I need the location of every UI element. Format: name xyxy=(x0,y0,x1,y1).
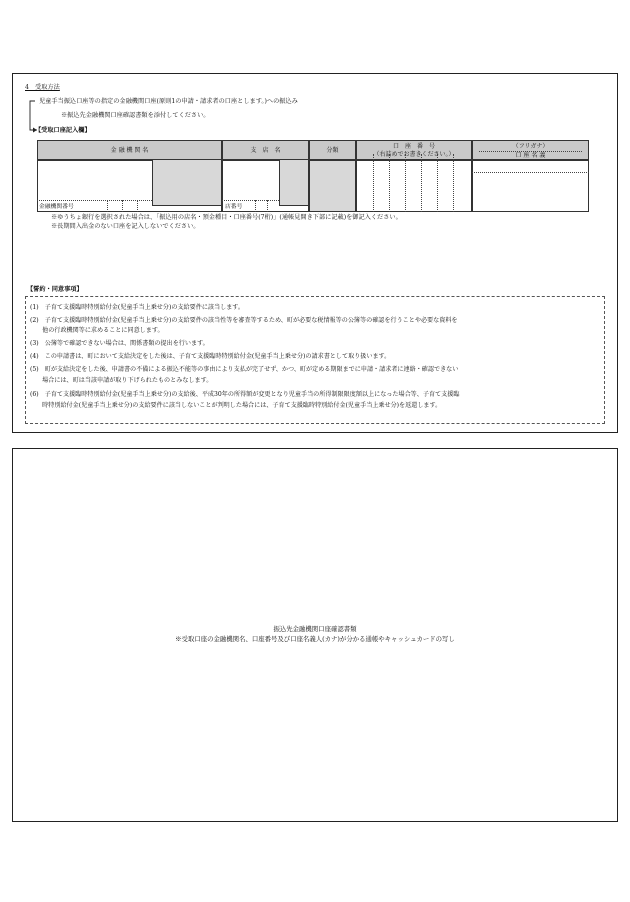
consent-line: (3) 公簿等で確認できない場合は、関係書類の提出を行います。 xyxy=(30,340,209,347)
application-section xyxy=(12,73,618,433)
consent-box xyxy=(25,296,605,424)
consent-line: (1) 子育て支援臨時特別給付金(児童手当上乗せ分)の支給要件に該当します。 xyxy=(30,304,244,311)
branch-code-label: 店番号 xyxy=(225,204,243,210)
bank-code-label: 金融機関番号 xyxy=(39,204,74,210)
note-dormant: ※長期間入出金のない口座を記入しないでください。 xyxy=(51,223,200,230)
consent-line: 他の行政機関等に求めることに同意します。 xyxy=(30,327,164,334)
category-header: 分類 xyxy=(309,140,356,160)
account-form-label: 【受取口座記入欄】 xyxy=(35,127,91,134)
note-yucho: ※ゆうちょ銀行を選択された場合は、「振込用の店名・預金種目・口座番号(7桁)」(通帳見開き下部に記載)を御記入ください。 xyxy=(51,214,402,221)
branch-name-header: 支 店 名 xyxy=(222,140,309,160)
category-field[interactable] xyxy=(309,160,356,212)
option-note: ※振込先金融機関口座確認書類を添付してください。 xyxy=(61,112,210,119)
consent-line: (2) 子育て支援臨時特別給付金(児童手当上乗せ分)の支給要件の該当性等を審査等するため、町が必要な税情報等の公簿等の確認を行うことや必要な資料を xyxy=(30,317,458,324)
consent-title: 【誓約・同意事項】 xyxy=(27,286,83,293)
holder-name-field[interactable] xyxy=(472,160,589,212)
holder-name-header: （フリガナ） 口 座 名 義 xyxy=(472,140,589,160)
consent-line: (5) 町が支給決定をした後、申請書の不備による振込不能等の事由により支払が完了せず、かつ、町が定める期限までに申請・請求者に連絡・確認できない xyxy=(30,366,459,373)
branch-type-area xyxy=(279,160,309,206)
attachment-note: ※受取口座の金融機関名、口座番号及び口座名義人(カナ)が分かる通帳やキャッシュカードの写し xyxy=(175,635,455,643)
consent-line: (4) この申請書は、町において支給決定をした後は、子育て支援臨時特別給付金(児童手当上乗せ分)の請求書として取り扱います。 xyxy=(30,353,391,360)
account-table xyxy=(37,140,589,212)
section-title: 4 受取方法 xyxy=(25,84,60,91)
consent-line: 時特別給付金(児童手当上乗せ分)の支給要件に該当しないことが判明した場合には、子育て支援臨時特別給付金(児童手当上乗せ分)を返還します。 xyxy=(30,402,442,409)
option-line: 児童手当振込口座等の指定の金融機関口座(原則1の申請・請求者の口座とします。)への振込み xyxy=(39,98,298,105)
consent-line: (6) 子育て支援臨時特別給付金(児童手当上乗せ分)の支給後、平成30年の所得額が変更となり児童手当の所得制限限度額以上になった場合等、子育て支援臨 xyxy=(30,391,460,398)
account-number-header: 口 座 番 号 （右詰めでお書きください。） xyxy=(356,140,472,160)
bank-name-header: 金 融 機 関 名 xyxy=(37,140,222,160)
consent-line: 場合には、町は当該申請が取り下げられたものとみなします。 xyxy=(30,377,213,384)
attachment-area[interactable] xyxy=(12,448,618,822)
attachment-title: 振込先金融機関口座確認書類 xyxy=(273,625,357,633)
bank-type-area xyxy=(152,160,222,206)
